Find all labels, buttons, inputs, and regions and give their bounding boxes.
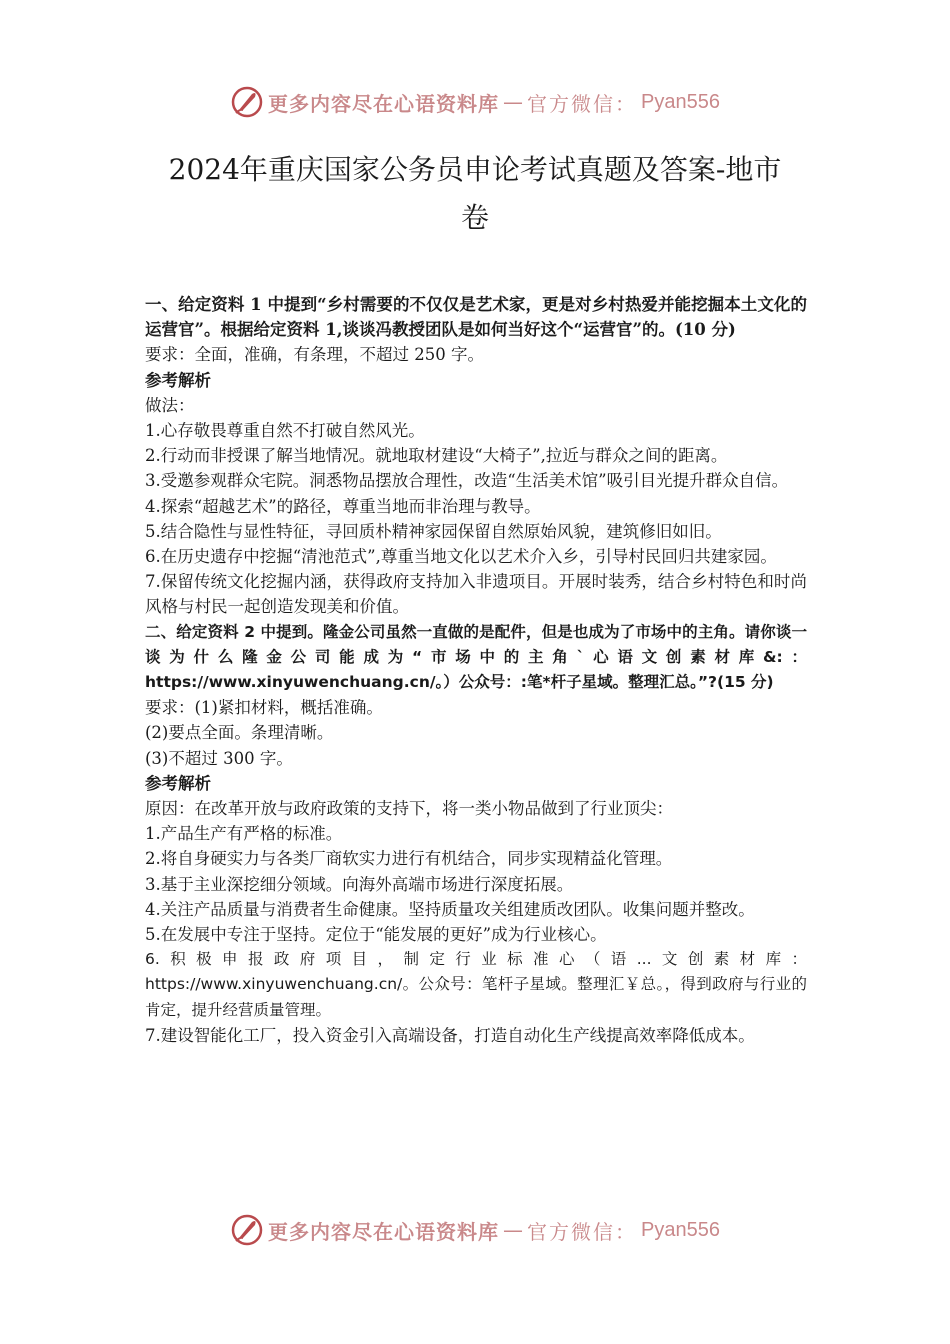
banner-dash: — bbox=[503, 90, 524, 114]
quill-logo-icon bbox=[230, 85, 264, 119]
q2-reason: 原因：在改革开放与政府政策的支持下，将一类小物品做到了行业顶尖： bbox=[145, 799, 673, 819]
title-line-2: 卷 bbox=[460, 201, 489, 234]
document-title bbox=[120, 146, 830, 242]
header-watermark-banner bbox=[0, 82, 950, 122]
banner-text: 更多内容尽在心语资料库 bbox=[268, 1219, 500, 1244]
q1-point: 5.结合隐性与显性特征，寻回质朴精神家园保留自然原始风貌，建筑修旧如旧。 bbox=[145, 521, 722, 541]
question-1: 一、给定资料 1 中提到“乡村需要的不仅仅是艺术家，更是对乡村热爱并能挖掘本土文化的运营官”。根据给定资料 1,谈谈冯教授团队是如何当好这个“运营官”的。(10 分) bbox=[145, 295, 807, 340]
q2-point: 2.将自身硬实力与各类厂商软实力进行有机结合，同步实现精益化管理。 bbox=[145, 849, 673, 869]
document-body bbox=[145, 292, 807, 1048]
q1-requirement: 要求：全面，准确，有条理，不超过 250 字。 bbox=[145, 345, 484, 365]
q1-reference-heading: 参考解析 bbox=[145, 370, 211, 390]
question-2: 二、给定资料 2 中提到。隆金公司虽然一直做的是配件，但是也成为了市场中的主角。请你谈一谈为什么隆金公司能成为“市场中的主角`心语文创素材库&:：https://www.xinyuwenchuang.cn/。）公众号：:笔*杆子星域。整理汇总。”?(15 分) bbox=[145, 622, 807, 692]
q1-point: 7.保留传统文化挖掘内涵，获得政府支持加入非遗项目。开展时装秀，结合乡村特色和时尚风格与村民一起创造发现美和价值。 bbox=[145, 572, 807, 617]
banner-dash: — bbox=[503, 1218, 524, 1242]
q2-requirement-1: 要求：(1)紧扣材料，概括准确。 bbox=[145, 698, 383, 718]
q1-point: 3.受邀参观群众宅院。洞悉物品摆放合理性，改造“生活美术馆”吸引目光提升群众自信。 bbox=[145, 471, 789, 491]
q2-point: 7.建设智能化工厂，投入资金引入高端设备，打造自动化生产线提高效率降低成本。 bbox=[145, 1025, 755, 1045]
q1-point: 2.行动而非授课了解当地情况。就地取材建设“大椅子”,拉近与群众之间的距离。 bbox=[145, 446, 728, 466]
banner-wechat-label: 官方微信： bbox=[527, 91, 638, 116]
q2-requirement-3: (3)不超过 300 字。 bbox=[145, 748, 293, 768]
banner-text: 更多内容尽在心语资料库 bbox=[268, 91, 500, 116]
title-line-1: 2024年重庆国家公务员申论考试真题及答案-地市 bbox=[168, 153, 782, 186]
footer-watermark-banner bbox=[0, 1210, 950, 1250]
q1-method-label: 做法： bbox=[145, 395, 195, 415]
q1-point: 6.在历史遗存中挖掘“清池范式”,尊重当地文化以艺术介入乡，引导村民回归共建家园。 bbox=[145, 547, 777, 567]
q2-point: 6.积极申报政府项目，制定行业标准心（语...文创素材库：https://www.xinyuwenchuang.cn/。公众号：笔杆子星域。整理汇￥总。，得到政府与行业的肯定，提升经营质量管理。 bbox=[145, 950, 807, 1019]
quill-logo-icon bbox=[230, 1213, 264, 1247]
q2-reference-heading: 参考解析 bbox=[145, 773, 211, 793]
q2-point: 4.关注产品质量与消费者生命健康。坚持质量攻关组建质改团队。收集问题并整改。 bbox=[145, 899, 755, 919]
banner-wechat-id: Pyan556 bbox=[641, 90, 720, 113]
q2-point: 1.产品生产有严格的标准。 bbox=[145, 824, 343, 844]
banner-wechat-id: Pyan556 bbox=[641, 1218, 720, 1241]
q2-point: 3.基于主业深挖细分领域。向海外高端市场进行深度拓展。 bbox=[145, 874, 574, 894]
q2-point: 5.在发展中专注于坚持。定位于“能发展的更好”成为行业核心。 bbox=[145, 925, 607, 945]
banner-wechat-label: 官方微信： bbox=[527, 1219, 638, 1244]
q1-point: 1.心存敬畏尊重自然不打破自然风光。 bbox=[145, 421, 425, 441]
q2-requirement-2: (2)要点全面。条理清晰。 bbox=[145, 723, 334, 743]
q1-point: 4.探索“超越艺术”的路径，尊重当地而非治理与教导。 bbox=[145, 496, 541, 516]
